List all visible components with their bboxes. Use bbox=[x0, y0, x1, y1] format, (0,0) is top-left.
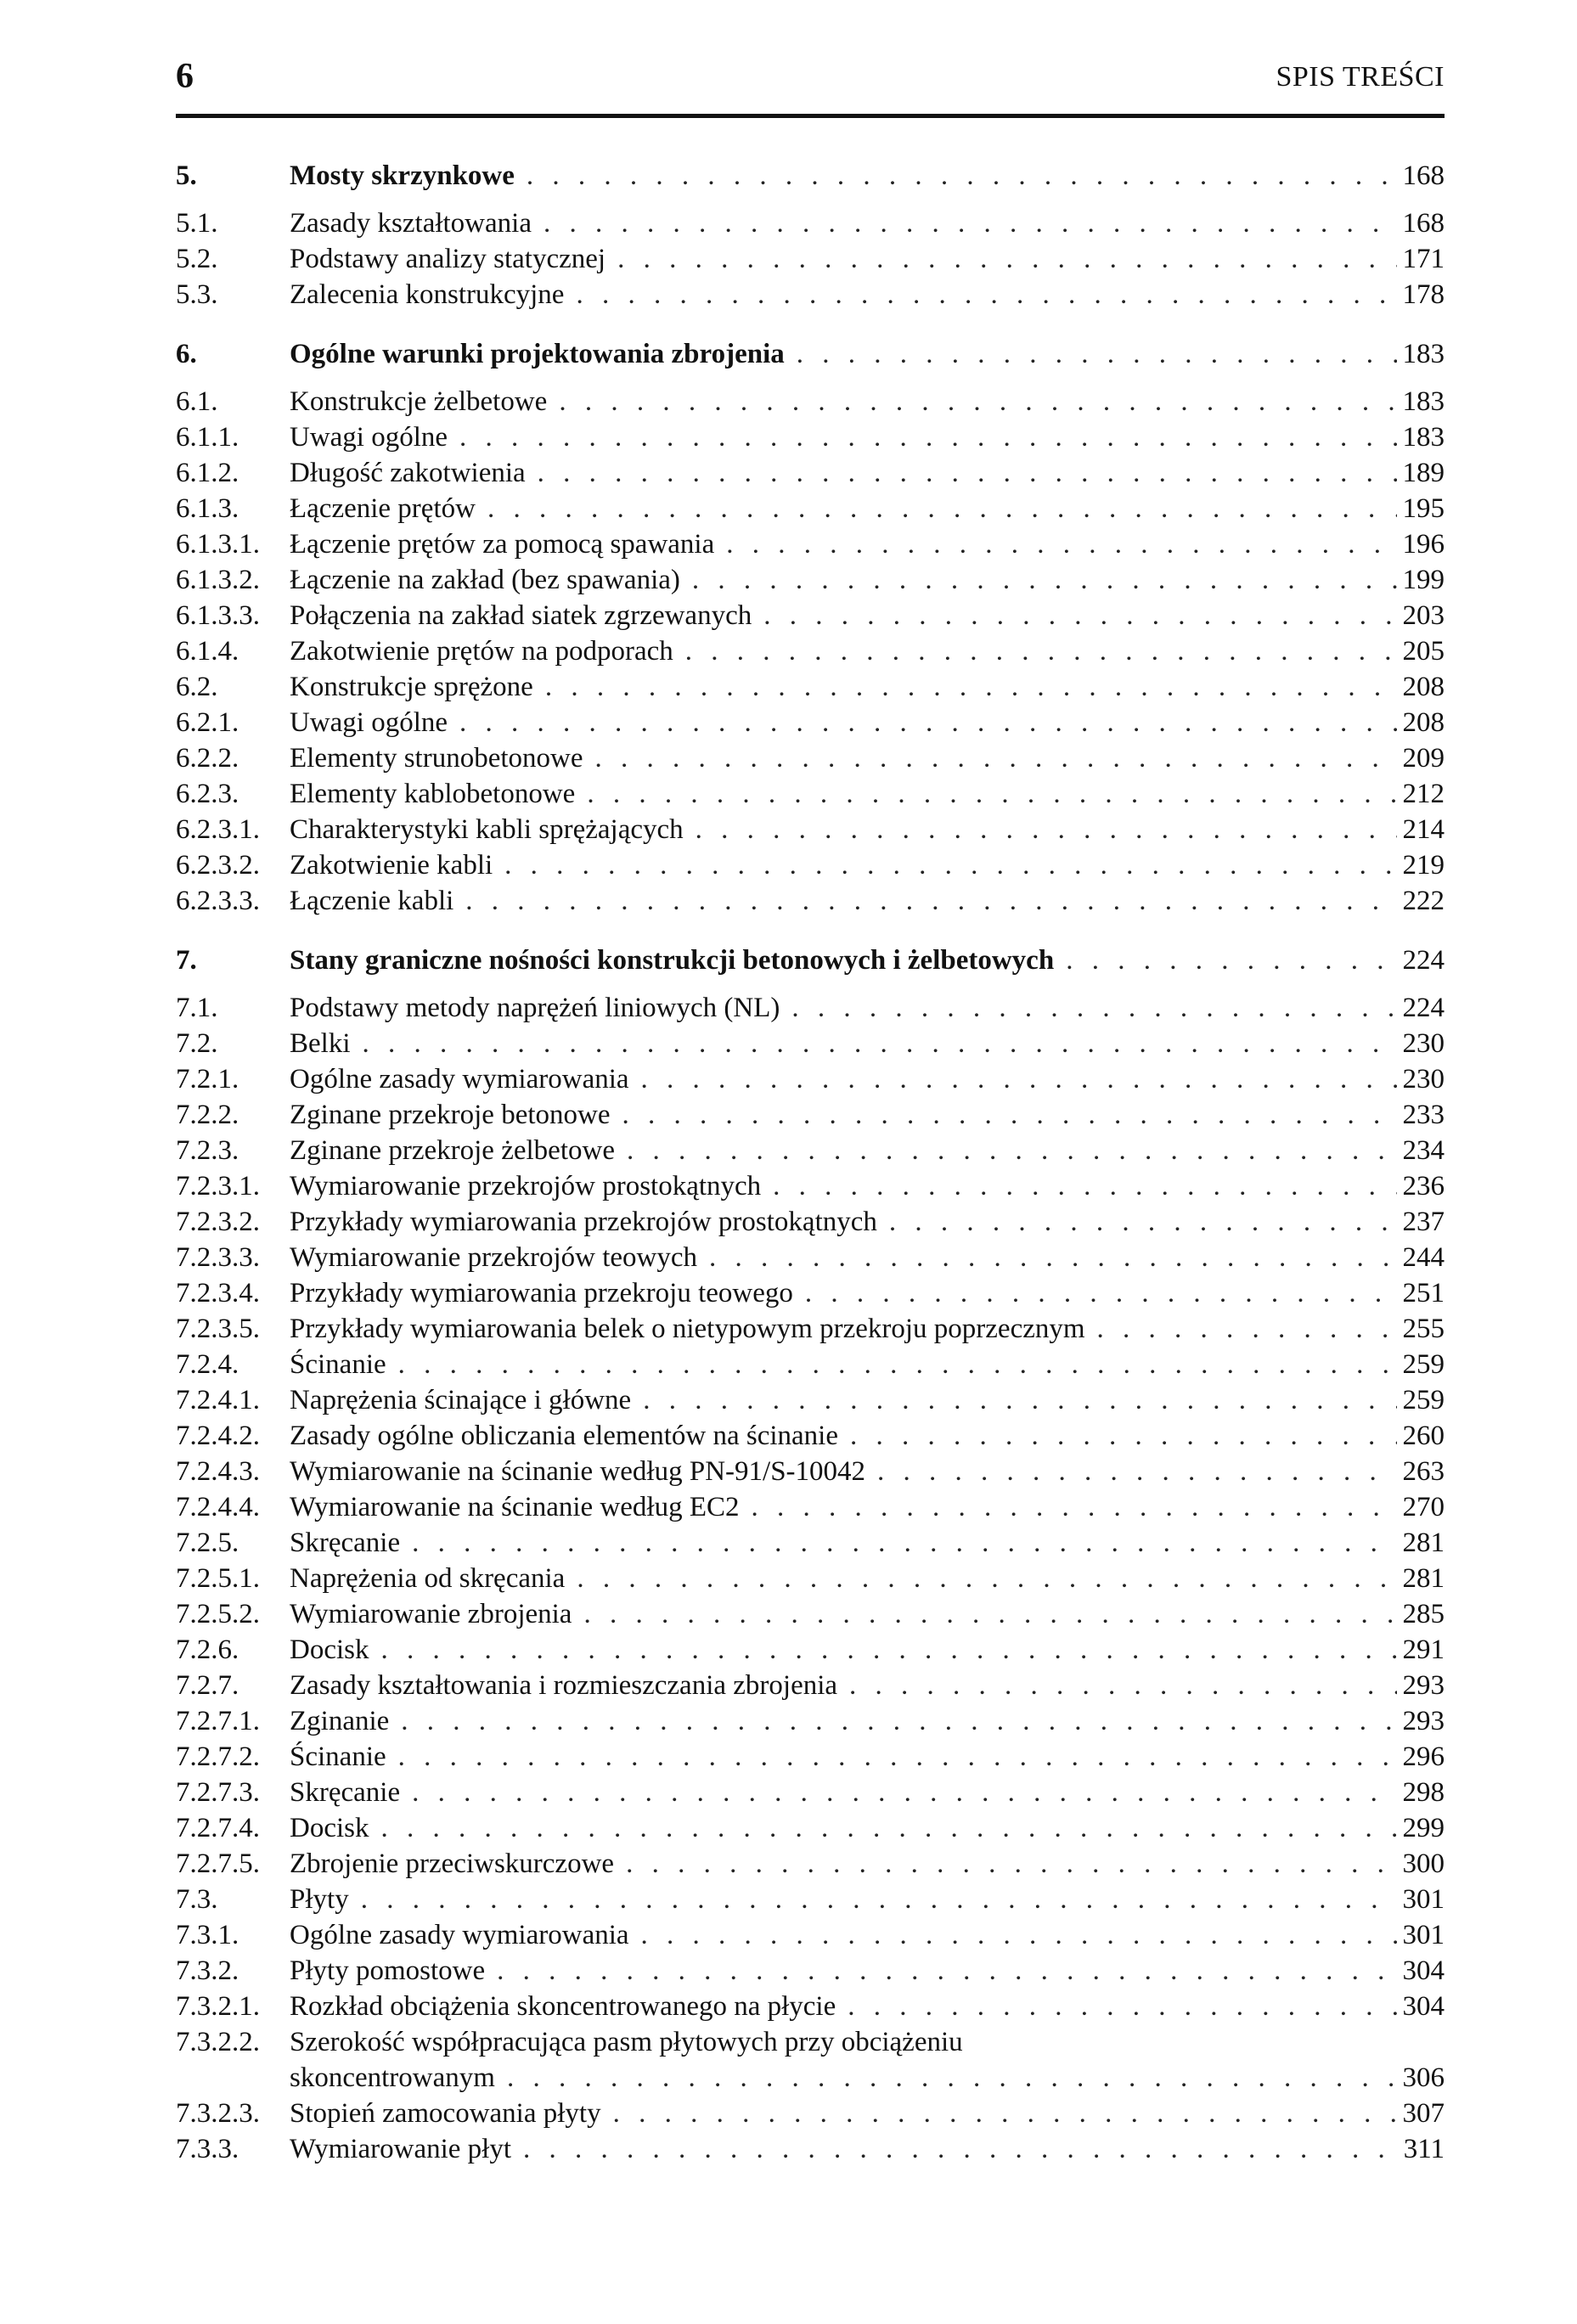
toc-entry[interactable] bbox=[176, 1418, 1445, 1454]
entry-number: 7.3.1. bbox=[176, 1920, 239, 1950]
page-number: 6 bbox=[176, 57, 194, 96]
toc-entry[interactable] bbox=[176, 455, 1445, 491]
dot-leader bbox=[848, 1989, 1397, 2024]
entry-title: Naprężenia ścinające i główne bbox=[290, 1385, 632, 1415]
entry-title: Wymiarowanie zbrojenia bbox=[290, 1599, 572, 1629]
entry-number: 7.2.1. bbox=[176, 1064, 239, 1094]
dot-leader bbox=[587, 776, 1397, 812]
entry-number: 6.1.3.1. bbox=[176, 529, 260, 560]
entry-number: 7.2.3.2. bbox=[176, 1207, 260, 1237]
entry-title: Elementy kablobetonowe bbox=[290, 779, 576, 809]
entry-page-number: 208 bbox=[1402, 707, 1445, 738]
entry-page-number: 255 bbox=[1402, 1314, 1445, 1344]
dot-leader bbox=[459, 705, 1397, 740]
entry-title: Połączenia na zakład siatek zgrzewanych bbox=[290, 600, 752, 631]
dot-leader bbox=[850, 1418, 1397, 1454]
entry-title: Podstawy analizy statycznej bbox=[290, 244, 606, 274]
toc-entry[interactable] bbox=[176, 990, 1445, 1026]
entry-page-number: 259 bbox=[1402, 1385, 1445, 1415]
toc-entry[interactable] bbox=[176, 847, 1445, 883]
entry-title: Zalecenia konstrukcyjne bbox=[290, 279, 565, 310]
toc-entry[interactable] bbox=[176, 1240, 1445, 1275]
entry-page-number: 270 bbox=[1402, 1492, 1445, 1522]
dot-leader bbox=[627, 1133, 1397, 1168]
dot-leader bbox=[398, 1739, 1397, 1775]
entry-title: Stopień zamocowania płyty bbox=[290, 2098, 601, 2129]
toc-entry[interactable] bbox=[176, 1061, 1445, 1097]
entry-title: Belki bbox=[290, 1028, 351, 1059]
toc-entry[interactable] bbox=[176, 1810, 1445, 1846]
toc-entry[interactable] bbox=[176, 1168, 1445, 1204]
toc-section bbox=[176, 158, 1445, 312]
toc-section bbox=[176, 943, 1445, 2167]
toc-entry[interactable] bbox=[176, 1846, 1445, 1882]
dot-leader bbox=[613, 2096, 1397, 2131]
toc-entry[interactable] bbox=[176, 1026, 1445, 1061]
entry-title: Zginane przekroje żelbetowe bbox=[290, 1135, 615, 1166]
dot-leader bbox=[805, 1275, 1397, 1311]
dot-leader bbox=[381, 1810, 1398, 1846]
dot-leader bbox=[752, 1489, 1397, 1525]
toc-entry[interactable] bbox=[176, 1596, 1445, 1632]
toc-entry[interactable] bbox=[176, 384, 1445, 419]
toc-entry[interactable] bbox=[176, 1204, 1445, 1240]
entry-page-number: 311 bbox=[1403, 2134, 1445, 2164]
chapter-heading[interactable] bbox=[176, 943, 1445, 978]
entry-title: Długość zakotwienia bbox=[290, 458, 526, 488]
entry-page-number: 281 bbox=[1402, 1563, 1445, 1594]
toc-entry[interactable] bbox=[176, 1739, 1445, 1775]
entry-page-number: 209 bbox=[1402, 743, 1445, 774]
entry-page-number: 237 bbox=[1402, 1207, 1445, 1237]
entry-page-number: 306 bbox=[1402, 2062, 1445, 2093]
running-title: SPIS TREŚCI bbox=[1276, 61, 1445, 93]
entry-number: 7.2.6. bbox=[176, 1635, 239, 1665]
dot-leader bbox=[692, 562, 1397, 598]
entry-page-number: 183 bbox=[1402, 422, 1445, 453]
dot-leader bbox=[577, 1561, 1397, 1596]
entry-page-number: 230 bbox=[1402, 1028, 1445, 1059]
entry-number: 5. bbox=[176, 160, 197, 191]
toc-entry[interactable] bbox=[176, 740, 1445, 776]
entry-title: Wymiarowanie przekrojów teowych bbox=[290, 1242, 697, 1273]
entry-number: 6.2.1. bbox=[176, 707, 239, 738]
entry-title: Wymiarowanie na ścinanie według PN-91/S-10042 bbox=[290, 1456, 866, 1487]
entry-page-number: 183 bbox=[1402, 386, 1445, 417]
toc-entry[interactable] bbox=[176, 705, 1445, 740]
toc-entry[interactable] bbox=[176, 1489, 1445, 1525]
entry-title: Uwagi ogólne bbox=[290, 707, 448, 738]
entry-title: Mosty skrzynkowe bbox=[290, 160, 515, 191]
entry-title: Płyty bbox=[290, 1884, 349, 1915]
entry-title: Zginane przekroje betonowe bbox=[290, 1100, 611, 1130]
entry-page-number: 263 bbox=[1402, 1456, 1445, 1487]
entry-title: Docisk bbox=[290, 1813, 369, 1843]
entry-title: Łączenie prętów za pomocą spawania bbox=[290, 529, 715, 560]
entry-number: 7.2. bbox=[176, 1028, 218, 1059]
entry-page-number: 285 bbox=[1402, 1599, 1445, 1629]
dot-leader bbox=[709, 1240, 1397, 1275]
entry-number: 7.2.3.3. bbox=[176, 1242, 260, 1273]
entry-page-number: 293 bbox=[1402, 1706, 1445, 1736]
toc-entry[interactable] bbox=[176, 241, 1445, 277]
dot-leader bbox=[797, 336, 1397, 372]
entry-number: 7.2.5.1. bbox=[176, 1563, 260, 1594]
entry-title: Naprężenia od skręcania bbox=[290, 1563, 566, 1594]
entry-page-number: 168 bbox=[1402, 160, 1445, 191]
entry-number: 7.3.3. bbox=[176, 2134, 239, 2164]
dot-leader bbox=[523, 2131, 1397, 2167]
entry-title: Łączenie prętów bbox=[290, 493, 476, 524]
entry-number: 6.1.3.2. bbox=[176, 565, 260, 595]
entry-number: 5.2. bbox=[176, 244, 218, 274]
dot-leader bbox=[1066, 943, 1397, 978]
toc-entry[interactable] bbox=[176, 1882, 1445, 1917]
entry-title: Zakotwienie prętów na podporach bbox=[290, 636, 673, 667]
dot-leader bbox=[487, 491, 1397, 526]
entry-title: Rozkład obciążenia skoncentrowanego na płycie bbox=[290, 1991, 836, 2022]
entry-title: Przykłady wymiarowania przekrojów prostokątnych bbox=[290, 1207, 877, 1237]
entry-number: 6.1.2. bbox=[176, 458, 239, 488]
entry-number: 7.2.4.2. bbox=[176, 1421, 260, 1451]
toc-entry[interactable] bbox=[176, 2131, 1445, 2167]
entry-page-number: 304 bbox=[1402, 1991, 1445, 2022]
toc-entry[interactable] bbox=[176, 1775, 1445, 1810]
toc-entry[interactable] bbox=[176, 812, 1445, 847]
entry-title: Ogólne zasady wymiarowania bbox=[290, 1920, 629, 1950]
entry-number: 7.2.3.5. bbox=[176, 1314, 260, 1344]
entry-number: 5.3. bbox=[176, 279, 218, 310]
dot-leader bbox=[398, 1347, 1397, 1382]
entry-page-number: 307 bbox=[1402, 2098, 1445, 2129]
dot-leader bbox=[545, 669, 1397, 705]
dot-leader bbox=[507, 2060, 1397, 2096]
entry-title: Podstawy metody naprężeń liniowych (NL) bbox=[290, 993, 780, 1023]
toc-entry[interactable] bbox=[176, 1097, 1445, 1133]
entry-title: Ścinanie bbox=[290, 1742, 386, 1772]
entry-page-number: 301 bbox=[1402, 1884, 1445, 1915]
toc-entry[interactable] bbox=[176, 1953, 1445, 1989]
entry-title: Skręcanie bbox=[290, 1528, 401, 1558]
entry-number: 6.2.2. bbox=[176, 743, 239, 774]
entry-number: 7.3.2.2. bbox=[176, 2027, 260, 2057]
entry-page-number: 222 bbox=[1402, 886, 1445, 916]
dot-leader bbox=[583, 1596, 1397, 1632]
dot-leader bbox=[641, 1917, 1397, 1953]
entry-number: 7.2.4.3. bbox=[176, 1456, 260, 1487]
entry-number: 7.2.7.2. bbox=[176, 1742, 260, 1772]
toc-entry[interactable] bbox=[176, 598, 1445, 633]
toc-entry[interactable] bbox=[176, 633, 1445, 669]
entry-title: skoncentrowanym bbox=[290, 2062, 495, 2093]
dot-leader bbox=[641, 1061, 1397, 1097]
entry-page-number: 189 bbox=[1402, 458, 1445, 488]
entry-page-number: 196 bbox=[1402, 529, 1445, 560]
entry-number: 7.3.2.3. bbox=[176, 2098, 260, 2129]
dot-leader bbox=[465, 883, 1397, 919]
dot-leader bbox=[685, 633, 1397, 669]
entry-number: 6.1.1. bbox=[176, 422, 239, 453]
entry-page-number: 298 bbox=[1402, 1777, 1445, 1808]
entry-title: Płyty pomostowe bbox=[290, 1955, 486, 1986]
entry-title: Zakotwienie kabli bbox=[290, 850, 493, 881]
entry-number: 7.2.5. bbox=[176, 1528, 239, 1558]
entry-page-number: 212 bbox=[1402, 779, 1445, 809]
entry-number: 7.2.7.4. bbox=[176, 1813, 260, 1843]
entry-number: 6.2.3.3. bbox=[176, 886, 260, 916]
toc-entry-continuation[interactable] bbox=[176, 2060, 1445, 2096]
entry-number: 7.3.2. bbox=[176, 1955, 239, 1986]
entry-title: Zasady ogólne obliczania elementów na ścinanie bbox=[290, 1421, 838, 1451]
entry-page-number: 214 bbox=[1402, 814, 1445, 845]
entry-number: 7.1. bbox=[176, 993, 218, 1023]
entry-title: Uwagi ogólne bbox=[290, 422, 448, 453]
toc-entry[interactable] bbox=[176, 419, 1445, 455]
dot-leader bbox=[361, 1882, 1397, 1917]
header-rule bbox=[176, 114, 1445, 118]
toc-entry[interactable] bbox=[176, 1347, 1445, 1382]
entry-page-number: 299 bbox=[1402, 1813, 1445, 1843]
toc-entry[interactable] bbox=[176, 526, 1445, 562]
entry-page-number: 233 bbox=[1402, 1100, 1445, 1130]
chapter-heading[interactable] bbox=[176, 158, 1445, 194]
entry-page-number: 224 bbox=[1402, 945, 1445, 976]
entry-page-number: 304 bbox=[1402, 1955, 1445, 1986]
toc-entry[interactable] bbox=[176, 1703, 1445, 1739]
toc-entry[interactable] bbox=[176, 277, 1445, 312]
entry-number: 7.2.3. bbox=[176, 1135, 239, 1166]
dot-leader bbox=[459, 419, 1397, 455]
dot-leader bbox=[412, 1775, 1397, 1810]
toc-entry[interactable] bbox=[176, 1133, 1445, 1168]
entry-page-number: 171 bbox=[1402, 244, 1445, 274]
entry-title: Przykłady wymiarowania przekroju teowego bbox=[290, 1278, 793, 1308]
entry-number: 7.2.7.5. bbox=[176, 1849, 260, 1879]
entry-number: 7.2.7.3. bbox=[176, 1777, 260, 1808]
toc-entry[interactable] bbox=[176, 1454, 1445, 1489]
dot-leader bbox=[617, 241, 1397, 277]
dot-leader bbox=[877, 1454, 1397, 1489]
entry-page-number: 260 bbox=[1402, 1421, 1445, 1451]
table-of-contents bbox=[176, 158, 1445, 2191]
toc-entry[interactable] bbox=[176, 883, 1445, 919]
entry-number: 7.2.3.1. bbox=[176, 1171, 260, 1201]
entry-page-number: 230 bbox=[1402, 1064, 1445, 1094]
entry-title: Docisk bbox=[290, 1635, 369, 1665]
dot-leader bbox=[622, 1097, 1397, 1133]
dot-leader bbox=[412, 1525, 1397, 1561]
toc-entry[interactable] bbox=[176, 2024, 1445, 2060]
entry-page-number: 205 bbox=[1402, 636, 1445, 667]
entry-title: Przykłady wymiarowania belek o nietypowym przekroju poprzecznym bbox=[290, 1314, 1085, 1344]
entry-page-number: 224 bbox=[1402, 993, 1445, 1023]
toc-entry[interactable] bbox=[176, 1382, 1445, 1418]
entry-title: Zasady kształtowania bbox=[290, 208, 532, 239]
entry-page-number: 259 bbox=[1402, 1349, 1445, 1380]
entry-number: 7.2.3.4. bbox=[176, 1278, 260, 1308]
entry-page-number: 203 bbox=[1402, 600, 1445, 631]
entry-page-number: 301 bbox=[1402, 1920, 1445, 1950]
entry-number: 7.3.2.1. bbox=[176, 1991, 260, 2022]
entry-page-number: 244 bbox=[1402, 1242, 1445, 1273]
toc-entry[interactable] bbox=[176, 205, 1445, 241]
entry-page-number: 208 bbox=[1402, 672, 1445, 702]
toc-entry[interactable] bbox=[176, 669, 1445, 705]
dot-leader bbox=[726, 526, 1397, 562]
page-header bbox=[176, 56, 1445, 107]
entry-number: 6.1.3. bbox=[176, 493, 239, 524]
dot-leader bbox=[595, 740, 1397, 776]
entry-number: 5.1. bbox=[176, 208, 218, 239]
entry-number: 7.2.5.2. bbox=[176, 1599, 260, 1629]
entry-page-number: 199 bbox=[1402, 565, 1445, 595]
entry-number: 6.2.3.1. bbox=[176, 814, 260, 845]
entry-page-number: 236 bbox=[1402, 1171, 1445, 1201]
entry-page-number: 234 bbox=[1402, 1135, 1445, 1166]
toc-entry[interactable] bbox=[176, 1311, 1445, 1347]
entry-page-number: 300 bbox=[1402, 1849, 1445, 1879]
entry-title: Ogólne warunki projektowania zbrojenia bbox=[290, 339, 785, 369]
entry-page-number: 293 bbox=[1402, 1670, 1445, 1701]
toc-entry[interactable] bbox=[176, 1668, 1445, 1703]
entry-title: Zbrojenie przeciwskurczowe bbox=[290, 1849, 615, 1879]
dot-leader bbox=[363, 1026, 1398, 1061]
entry-title: Łączenie kabli bbox=[290, 886, 454, 916]
entry-page-number: 296 bbox=[1402, 1742, 1445, 1772]
toc-entry[interactable] bbox=[176, 776, 1445, 812]
dot-leader bbox=[626, 1846, 1397, 1882]
entry-title: Elementy strunobetonowe bbox=[290, 743, 583, 774]
dot-leader bbox=[576, 277, 1397, 312]
toc-entry[interactable] bbox=[176, 491, 1445, 526]
entry-number: 6.2. bbox=[176, 672, 218, 702]
entry-page-number: 178 bbox=[1402, 279, 1445, 310]
dot-leader bbox=[773, 1168, 1397, 1204]
toc-entry[interactable] bbox=[176, 1561, 1445, 1596]
dot-leader bbox=[696, 812, 1397, 847]
dot-leader bbox=[643, 1382, 1397, 1418]
entry-title: Wymiarowanie płyt bbox=[290, 2134, 512, 2164]
entry-title: Charakterystyki kabli sprężających bbox=[290, 814, 684, 845]
entry-title: Wymiarowanie przekrojów prostokątnych bbox=[290, 1171, 762, 1201]
entry-number: 6.2.3.2. bbox=[176, 850, 260, 881]
entry-title: Konstrukcje żelbetowe bbox=[290, 386, 548, 417]
entry-page-number: 281 bbox=[1402, 1528, 1445, 1558]
entry-title: Skręcanie bbox=[290, 1777, 401, 1808]
dot-leader bbox=[849, 1668, 1397, 1703]
entry-page-number: 291 bbox=[1402, 1635, 1445, 1665]
entry-number: 7.2.7. bbox=[176, 1670, 239, 1701]
dot-leader bbox=[527, 158, 1397, 194]
dot-leader bbox=[497, 1953, 1397, 1989]
entry-title: Konstrukcje sprężone bbox=[290, 672, 533, 702]
entry-page-number: 251 bbox=[1402, 1278, 1445, 1308]
entry-page-number: 195 bbox=[1402, 493, 1445, 524]
entry-title: Stany graniczne nośności konstrukcji betonowych i żelbetowych bbox=[290, 945, 1055, 976]
entry-number: 7.2.2. bbox=[176, 1100, 239, 1130]
dot-leader bbox=[763, 598, 1397, 633]
entry-number: 7.2.7.1. bbox=[176, 1706, 260, 1736]
dot-leader bbox=[401, 1703, 1397, 1739]
toc-entry[interactable] bbox=[176, 1989, 1445, 2024]
toc-entry[interactable] bbox=[176, 2096, 1445, 2131]
entry-title: Szerokość współpracująca pasm płytowych przy obciążeniu bbox=[290, 2027, 963, 2057]
entry-title: Ogólne zasady wymiarowania bbox=[290, 1064, 629, 1094]
entry-number: 6.1.4. bbox=[176, 636, 239, 667]
toc-entry[interactable] bbox=[176, 562, 1445, 598]
entry-title: Łączenie na zakład (bez spawania) bbox=[290, 565, 680, 595]
chapter-heading[interactable] bbox=[176, 336, 1445, 372]
entry-number: 7.3. bbox=[176, 1884, 218, 1915]
entry-number: 6. bbox=[176, 339, 197, 369]
entry-number: 6.1.3.3. bbox=[176, 600, 260, 631]
dot-leader bbox=[791, 990, 1397, 1026]
entry-page-number: 168 bbox=[1402, 208, 1445, 239]
entry-title: Zasady kształtowania i rozmieszczania zbrojenia bbox=[290, 1670, 838, 1701]
entry-number: 7.2.4.1. bbox=[176, 1385, 260, 1415]
toc-section bbox=[176, 336, 1445, 919]
entry-number: 6.2.3. bbox=[176, 779, 239, 809]
toc-entry[interactable] bbox=[176, 1917, 1445, 1953]
dot-leader bbox=[538, 455, 1397, 491]
dot-leader bbox=[504, 847, 1397, 883]
dot-leader bbox=[381, 1632, 1398, 1668]
entry-title: Ścinanie bbox=[290, 1349, 386, 1380]
entry-number: 6.1. bbox=[176, 386, 218, 417]
entry-page-number: 183 bbox=[1402, 339, 1445, 369]
entry-number: 7.2.4. bbox=[176, 1349, 239, 1380]
entry-page-number: 219 bbox=[1402, 850, 1445, 881]
toc-entry[interactable] bbox=[176, 1632, 1445, 1668]
entry-title: Zginanie bbox=[290, 1706, 390, 1736]
toc-entry[interactable] bbox=[176, 1275, 1445, 1311]
dot-leader bbox=[559, 384, 1397, 419]
dot-leader bbox=[1097, 1311, 1397, 1347]
entry-title: Wymiarowanie na ścinanie według EC2 bbox=[290, 1492, 740, 1522]
toc-entry[interactable] bbox=[176, 1525, 1445, 1561]
dot-leader bbox=[544, 205, 1397, 241]
entry-number: 7. bbox=[176, 945, 197, 976]
entry-number: 7.2.4.4. bbox=[176, 1492, 260, 1522]
dot-leader bbox=[889, 1204, 1397, 1240]
